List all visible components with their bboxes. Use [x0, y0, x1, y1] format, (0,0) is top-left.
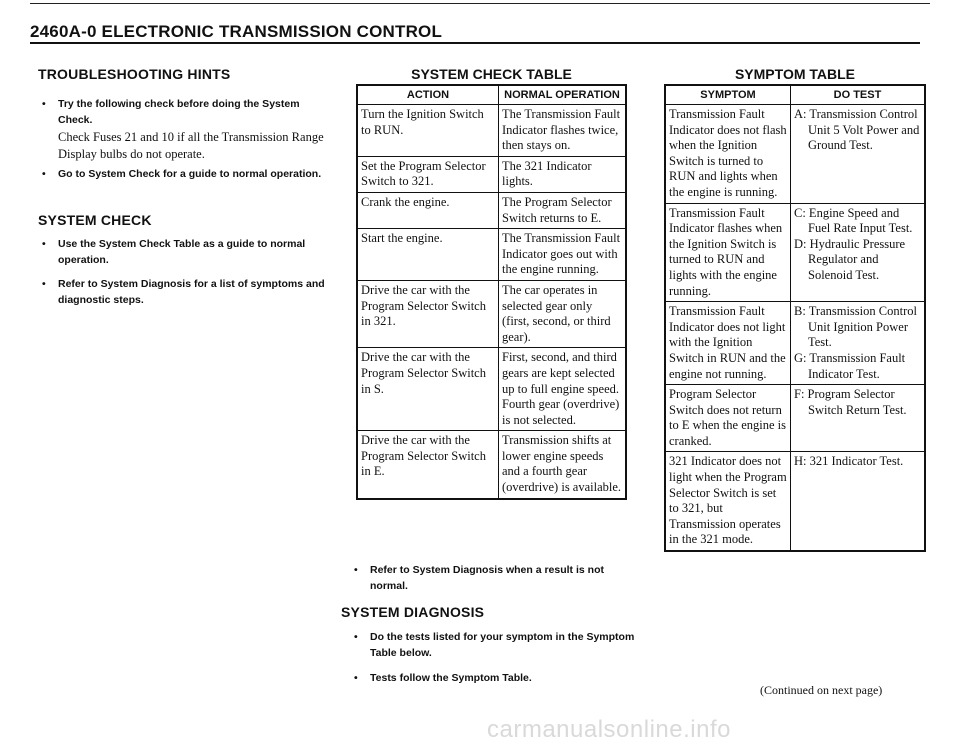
symptom-cell: Transmission Fault Indicator does not light with the Ignition Switch in RUN and the engine not running.	[665, 302, 791, 385]
system-check-row	[357, 280, 626, 347]
symptom-row	[665, 385, 925, 452]
system-check-row	[357, 431, 626, 499]
system-check-row	[357, 156, 626, 192]
symptom-row	[665, 203, 925, 302]
system-check-row	[357, 105, 626, 157]
symptom-table-title: SYMPTOM TABLE	[734, 66, 856, 82]
troubleshooting-bullet-2-text: Go to System Check for a guide to normal operation.	[58, 168, 322, 180]
system-check-bullet-1-text: Use the System Check Table as a guide to normal operation.	[58, 238, 306, 266]
system-check-bullet-2-text: Refer to System Diagnosis for a list of symptoms and diagnostic steps.	[58, 278, 325, 306]
test-entry: H: 321 Indicator Test.	[794, 454, 904, 469]
system-check-table	[356, 84, 627, 500]
test-entry: A: Transmission Control Unit 5 Volt Power and Ground Test.	[794, 107, 920, 153]
watermark: carmanualsonline.info	[487, 716, 731, 743]
system-check-row	[357, 192, 626, 228]
system-diagnosis-bullet-1-text: Do the tests listed for your symptom in the Symptom Table below.	[370, 631, 635, 659]
action-cell: Drive the car with the Program Selector Switch in S.	[357, 348, 499, 431]
fuse-note: Check Fuses 21 and 10 if all the Transmission Range Display bulbs do not operate.	[58, 130, 324, 161]
do-test-cell	[791, 105, 926, 204]
troubleshooting-bullet-1-text: Try the following check before doing the System Check.	[58, 98, 300, 126]
system-diagnosis-bullet-2: • Tests follow the Symptom Table.	[354, 672, 532, 684]
system-diagnosis-bullet-1: • Do the tests listed for your symptom in the Symptom Table below.	[354, 631, 635, 659]
normal-operation-cell: Transmission shifts at lower engine speeds and a fourth gear (overdrive) is available.	[499, 431, 627, 499]
test-entry: F: Program Selector Switch Return Test.	[794, 387, 907, 417]
top-rule	[30, 3, 930, 4]
symptom-table	[664, 84, 926, 552]
col-symptom: SYMPTOM	[665, 85, 791, 105]
normal-operation-cell: The Transmission Fault Indicator flashes twice, then stays on.	[499, 105, 627, 157]
troubleshooting-bullet-2: • Go to System Check for a guide to normal operation.	[42, 168, 322, 180]
action-cell: Turn the Ignition Switch to RUN.	[357, 105, 499, 157]
normal-operation-cell: The car operates in selected gear only (first, second, or third gear).	[499, 280, 627, 347]
do-test-cell	[791, 452, 926, 551]
do-test-cell	[791, 385, 926, 452]
header-rule	[30, 42, 920, 44]
do-test-cell	[791, 302, 926, 385]
system-diagnosis-bullet-2-text: Tests follow the Symptom Table.	[370, 672, 532, 684]
normal-operation-cell: The Transmission Fault Indicator goes out with the engine running.	[499, 229, 627, 281]
action-cell: Set the Program Selector Switch to 321.	[357, 156, 499, 192]
action-cell: Drive the car with the Program Selector Switch in 321.	[357, 280, 499, 347]
normal-operation-cell: The Program Selector Switch returns to E.	[499, 192, 627, 228]
system-check-heading: SYSTEM CHECK	[38, 212, 152, 228]
do-test-cell	[791, 203, 926, 302]
normal-operation-cell: The 321 Indicator lights.	[499, 156, 627, 192]
test-entry: D: Hydraulic Pressure Regulator and Solenoid Test.	[794, 236, 906, 282]
symptom-cell: Program Selector Switch does not return to E when the engine is cranked.	[665, 385, 791, 452]
symptom-row	[665, 302, 925, 385]
troubleshooting-heading: TROUBLESHOOTING HINTS	[38, 66, 231, 82]
symptom-cell: Transmission Fault Indicator does not flash when the Ignition Switch is turned to RUN and lights when the engine is running.	[665, 105, 791, 204]
action-cell: Drive the car with the Program Selector Switch in E.	[357, 431, 499, 499]
symptom-row	[665, 105, 925, 204]
symptom-cell: Transmission Fault Indicator flashes when the Ignition Switch is turned to RUN and lights with the engine running.	[665, 203, 791, 302]
test-entry: G: Transmission Fault Indicator Test.	[794, 350, 906, 381]
system-check-row	[357, 229, 626, 281]
system-diagnosis-heading: SYSTEM DIAGNOSIS	[341, 604, 485, 620]
system-check-bullet-2: • Refer to System Diagnosis for a list of symptoms and diagnostic steps.	[42, 278, 325, 306]
symptom-row	[665, 452, 925, 551]
normal-operation-cell: First, second, and third gears are kept selected up to full engine speed. Fourth gear (overdrive) is not selected.	[499, 348, 627, 431]
page-header: 2460A-0 ELECTRONIC TRANSMISSION CONTROL	[30, 22, 443, 41]
action-cell: Start the engine.	[357, 229, 499, 281]
refer-diagnosis-bullet: • Refer to System Diagnosis when a result is not normal.	[354, 564, 604, 592]
continued-note: (Continued on next page)	[760, 683, 883, 697]
col-do-test: DO TEST	[791, 85, 926, 105]
test-entry: C: Engine Speed and Fuel Rate Input Test.	[794, 205, 913, 236]
col-normal-operation: NORMAL OPERATION	[499, 85, 627, 105]
test-entry: B: Transmission Control Unit Ignition Power Test.	[794, 304, 917, 350]
troubleshooting-bullet-1: • Try the following check before doing the System Check.	[42, 98, 300, 126]
action-cell: Crank the engine.	[357, 192, 499, 228]
system-check-row	[357, 348, 626, 431]
symptom-cell: 321 Indicator does not light when the Program Selector Switch is set to 321, but Transmission operates in the 321 mode.	[665, 452, 791, 551]
system-check-table-title: SYSTEM CHECK TABLE	[411, 66, 572, 82]
system-check-bullet-1: • Use the System Check Table as a guide to normal operation.	[42, 238, 306, 266]
col-action: ACTION	[357, 85, 499, 105]
refer-diagnosis-text: Refer to System Diagnosis when a result is not normal.	[370, 564, 604, 592]
